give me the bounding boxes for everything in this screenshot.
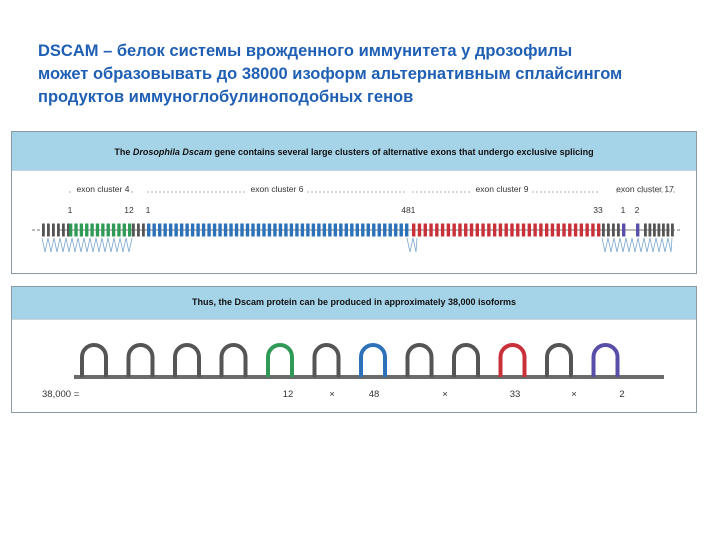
constitutive-exon — [57, 224, 60, 237]
cluster-exon — [312, 224, 315, 237]
protein-domain-diagram — [12, 319, 698, 413]
cluster-exon — [493, 224, 496, 237]
cluster-exon — [528, 224, 531, 237]
cluster-exon — [367, 224, 370, 237]
cluster-exon — [107, 224, 110, 237]
cluster-exon — [240, 224, 243, 237]
cluster-exon — [224, 224, 227, 237]
ig-domain — [222, 345, 246, 377]
constitutive-exon — [62, 224, 65, 237]
cluster-exon — [117, 224, 120, 237]
cluster-exon — [476, 224, 479, 237]
gene-header-text-2: gene contains several large clusters of alternative exons that undergo exclusive splicing — [211, 147, 594, 157]
protein-isoform-panel — [11, 286, 697, 413]
ig-domain — [408, 345, 432, 377]
constitutive-exon — [142, 224, 145, 237]
cluster-exon — [185, 224, 188, 237]
cluster-exon — [69, 224, 72, 237]
times-sign: × — [571, 389, 577, 400]
cluster-exon — [574, 224, 577, 237]
cluster-exon — [257, 224, 260, 237]
ig-domain — [129, 345, 153, 377]
cluster-exon — [487, 224, 490, 237]
ig-domain — [547, 345, 571, 377]
constitutive-exon — [607, 224, 610, 237]
times-sign: × — [442, 389, 448, 400]
cluster-exon — [191, 224, 194, 237]
gene-structure-panel — [11, 131, 697, 274]
cluster-exon — [90, 224, 93, 237]
constitutive-exon — [649, 224, 652, 237]
constitutive-exon — [47, 224, 50, 237]
factor-cluster-17: 2 — [619, 389, 625, 400]
constitutive-exon — [132, 224, 135, 237]
cluster-exon — [429, 224, 432, 237]
cluster-exon — [356, 224, 359, 237]
factor-cluster-9: 33 — [509, 389, 521, 400]
cluster-exon — [262, 224, 265, 237]
constitutive-exon — [644, 224, 647, 237]
cluster-exon — [317, 224, 320, 237]
ig-domain — [361, 345, 385, 377]
constitutive-exon — [42, 224, 45, 237]
cluster-exon — [470, 224, 473, 237]
cluster-exon — [505, 224, 508, 237]
cluster-exon — [290, 224, 293, 237]
gene-exon-diagram — [12, 170, 698, 274]
cluster-exon — [533, 224, 536, 237]
ig-domain — [82, 345, 106, 377]
cluster-exon — [464, 224, 467, 237]
cluster-exon — [622, 224, 625, 237]
cluster-exon — [383, 224, 386, 237]
cluster-exon — [323, 224, 326, 237]
constitutive-exon — [653, 224, 656, 237]
cluster-exon — [562, 224, 565, 237]
cluster-exon — [202, 224, 205, 237]
cluster-exon — [163, 224, 166, 237]
cluster-exon — [516, 224, 519, 237]
ig-domain — [594, 345, 618, 377]
cluster-exon — [499, 224, 502, 237]
cluster-exon — [412, 224, 415, 237]
cluster-exon — [123, 224, 126, 237]
cluster-exon — [279, 224, 282, 237]
factor-cluster-4: 12 — [282, 389, 294, 400]
cluster-exon — [328, 224, 331, 237]
exon-number-first: 1 — [410, 205, 416, 215]
cluster-exon — [147, 224, 150, 237]
cluster-exon — [301, 224, 304, 237]
cluster-exon — [74, 224, 77, 237]
cluster-exon — [452, 224, 455, 237]
cluster-exon — [551, 224, 554, 237]
exon-number-first: 1 — [145, 205, 151, 215]
cluster-exon — [213, 224, 216, 237]
splicing-pattern-left — [42, 238, 132, 252]
cluster-exon — [350, 224, 353, 237]
constitutive-exon — [52, 224, 55, 237]
exon-number-first: 1 — [67, 205, 73, 215]
cluster-exon — [246, 224, 249, 237]
splicing-pattern-right — [602, 238, 672, 252]
cluster-exon — [389, 224, 392, 237]
cluster-exon — [585, 224, 588, 237]
cluster-exon — [591, 224, 594, 237]
slide-title — [38, 40, 708, 109]
cluster-exon — [128, 224, 131, 237]
protein-panel-header: Thus, the Dscam protein can be produced in approximately 38,000 isoforms — [12, 287, 696, 319]
cluster-exon — [251, 224, 254, 237]
cluster-exon — [458, 224, 461, 237]
cluster-exon — [435, 224, 438, 237]
cluster-exon — [112, 224, 115, 237]
gene-header-species: Drosophila Dscam — [132, 147, 212, 157]
cluster-exon — [580, 224, 583, 237]
ig-domain — [501, 345, 525, 377]
constitutive-exon — [658, 224, 661, 237]
cluster-exon — [101, 224, 104, 237]
cluster-exon — [85, 224, 88, 237]
constitutive-exon — [662, 224, 665, 237]
splicing-pattern-mid — [407, 238, 417, 252]
cluster-exon — [545, 224, 548, 237]
cluster-exon — [207, 224, 210, 237]
cluster-exon — [394, 224, 397, 237]
ig-domain — [315, 345, 339, 377]
cluster-exon — [80, 224, 83, 237]
cluster-exon — [180, 224, 183, 237]
cluster-exon — [196, 224, 199, 237]
cluster-exon — [481, 224, 484, 237]
isoform-total: 38,000 = — [42, 389, 80, 400]
cluster-exon — [400, 224, 403, 237]
constitutive-exon — [671, 224, 674, 237]
cluster-exon — [152, 224, 155, 237]
cluster-exon — [418, 224, 421, 237]
cluster-exon — [339, 224, 342, 237]
exon-number-last: 48 — [401, 205, 411, 215]
cluster-exon — [539, 224, 542, 237]
cluster-exon — [218, 224, 221, 237]
exon-cluster-label: exon cluster 17 — [616, 184, 674, 194]
cluster-exon — [447, 224, 450, 237]
slide-title-line-3: продуктов иммуноглобулиноподобных генов — [38, 88, 414, 106]
cluster-exon — [597, 224, 600, 237]
cluster-exon — [158, 224, 161, 237]
constitutive-exon — [612, 224, 615, 237]
cluster-exon — [568, 224, 571, 237]
ig-domain — [454, 345, 478, 377]
exon-number-last: 2 — [634, 205, 640, 215]
cluster-exon — [361, 224, 364, 237]
cluster-exon — [557, 224, 560, 237]
constitutive-exon — [667, 224, 670, 237]
cluster-exon — [284, 224, 287, 237]
factor-cluster-6: 48 — [368, 389, 380, 400]
cluster-exon — [378, 224, 381, 237]
constitutive-exon — [602, 224, 605, 237]
cluster-exon — [306, 224, 309, 237]
cluster-exon — [174, 224, 177, 237]
constitutive-exon — [617, 224, 620, 237]
slide-title-line-2: может образовывать до 38000 изоформ альтернативным сплайсингом — [38, 65, 623, 83]
cluster-exon — [268, 224, 271, 237]
exon-number-first: 1 — [620, 205, 626, 215]
exon-cluster-label: exon cluster 9 — [475, 184, 529, 194]
exon-number-last: 12 — [124, 205, 134, 215]
cluster-exon — [372, 224, 375, 237]
exon-cluster-label: exon cluster 4 — [76, 184, 130, 194]
ig-domain — [175, 345, 199, 377]
exon-cluster-label: exon cluster 6 — [250, 184, 304, 194]
cluster-exon — [510, 224, 513, 237]
slide-title-line-1: DSCAM – белок системы врожденного иммунитета у дрозофилы — [38, 42, 573, 60]
cluster-exon — [522, 224, 525, 237]
cluster-exon — [273, 224, 276, 237]
cluster-exon — [334, 224, 337, 237]
cluster-exon — [169, 224, 172, 237]
cluster-exon — [295, 224, 298, 237]
cluster-exon — [405, 224, 408, 237]
exon-number-last: 33 — [593, 205, 603, 215]
gene-header-text-1: The — [114, 147, 133, 157]
cluster-exon — [229, 224, 232, 237]
constitutive-exon — [137, 224, 140, 237]
cluster-exon — [345, 224, 348, 237]
cluster-exon — [424, 224, 427, 237]
cluster-exon — [96, 224, 99, 237]
times-sign: × — [329, 389, 335, 400]
cluster-exon — [636, 224, 639, 237]
ig-domain — [268, 345, 292, 377]
cluster-exon — [235, 224, 238, 237]
cluster-exon — [441, 224, 444, 237]
gene-panel-header — [12, 132, 696, 170]
